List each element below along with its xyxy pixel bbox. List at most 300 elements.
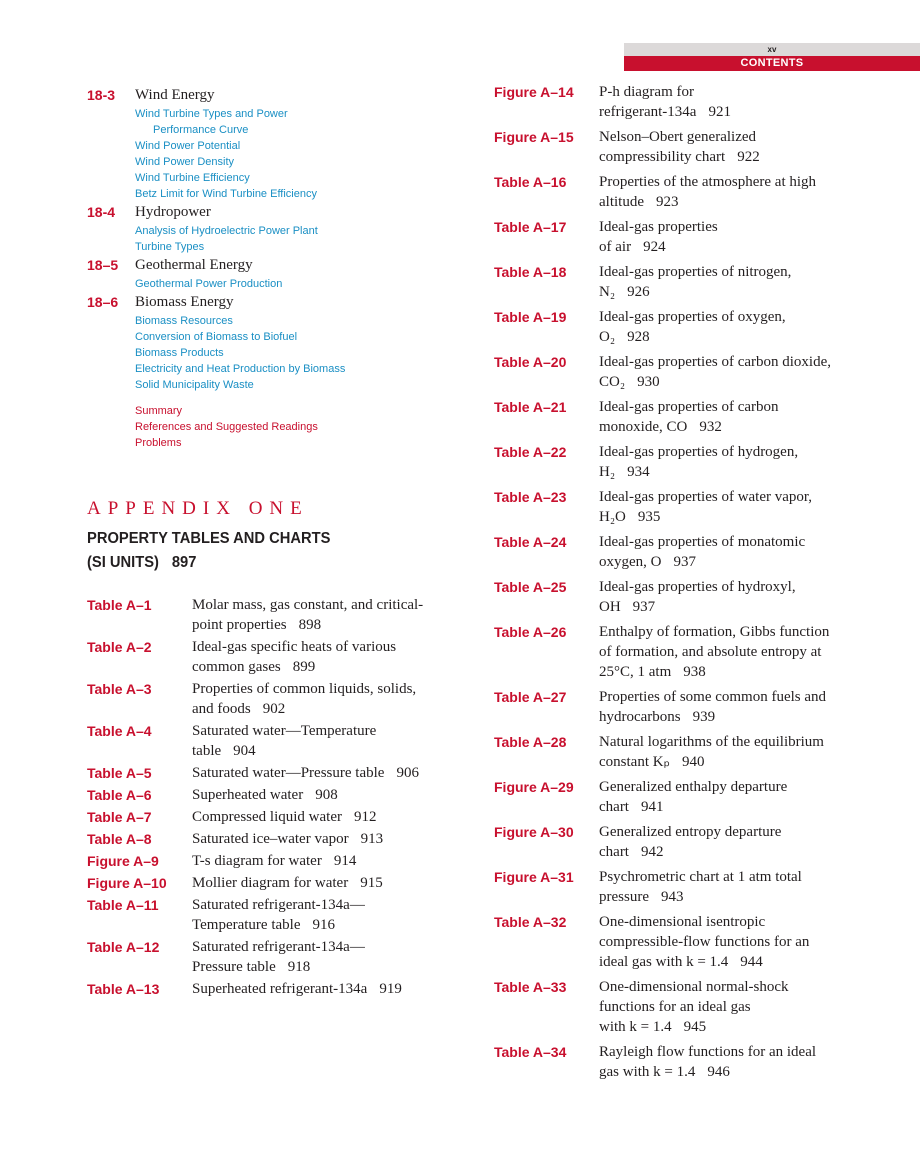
entry-line	[599, 887, 874, 907]
entry-text: oxygen, O	[599, 554, 662, 570]
toc-entry[interactable]	[494, 127, 874, 167]
toc-entry[interactable]	[494, 352, 874, 392]
toc-entry[interactable]	[494, 912, 874, 972]
entry-line	[192, 721, 467, 741]
subsection-link[interactable]: Wind Turbine Efficiency	[135, 172, 250, 184]
entry-line	[599, 237, 874, 257]
entry-text: Natural logarithms of the equilibrium	[599, 734, 824, 750]
toc-entry[interactable]	[87, 851, 467, 871]
entry-text: functions for an ideal gas	[599, 999, 751, 1015]
entry-label: Figure A–15	[494, 129, 574, 145]
entry-page: 946	[707, 1064, 730, 1080]
entry-line	[599, 752, 874, 772]
entry-description	[599, 622, 874, 682]
entry-label: Table A–1	[87, 597, 152, 613]
entry-text: H₂O	[599, 509, 626, 525]
entry-label: Table A–8	[87, 831, 152, 847]
entry-text: O₂	[599, 329, 616, 345]
entry-text: Generalized entropy departure	[599, 824, 782, 840]
subsection-link[interactable]: Electricity and Heat Production by Biomass	[135, 363, 346, 375]
entry-page: 939	[692, 709, 716, 725]
entry-page: 904	[233, 743, 256, 759]
toc-entry[interactable]	[494, 777, 874, 817]
entry-line	[599, 977, 874, 997]
appendix-title[interactable]	[87, 527, 363, 575]
entry-label: Table A–17	[494, 219, 567, 235]
entry-text: of air	[599, 239, 632, 255]
entry-label: Table A–24	[494, 534, 567, 550]
entry-label: Table A–11	[87, 897, 159, 913]
entry-text: Superheated water	[192, 787, 304, 803]
appendix-title-line2	[87, 551, 363, 575]
entry-line	[599, 487, 874, 507]
entry-line	[192, 895, 467, 915]
entry-label: Figure A–31	[494, 869, 574, 885]
entry-page: 945	[683, 1019, 707, 1035]
entry-label: Table A–20	[494, 354, 567, 370]
toc-entry[interactable]	[87, 679, 467, 719]
entry-text: pressure	[599, 889, 649, 905]
entry-line	[192, 615, 467, 635]
entry-line	[599, 1062, 874, 1082]
toc-section	[87, 292, 467, 393]
entry-line	[192, 873, 467, 893]
entry-page: 914	[333, 853, 357, 869]
subsection-link[interactable]: Wind Power Potential	[135, 140, 241, 152]
entry-line	[599, 997, 874, 1017]
toc-section	[87, 202, 467, 255]
entry-label: Table A–18	[494, 264, 567, 280]
entry-label: Table A–3	[87, 681, 152, 697]
entry-description	[599, 822, 874, 862]
entry-line	[192, 763, 467, 783]
entry-text: CO₂	[599, 374, 626, 390]
entry-text: compressible-flow functions for an	[599, 934, 810, 950]
entry-description	[599, 912, 874, 972]
entry-label: Table A–33	[494, 979, 567, 995]
entry-line	[599, 82, 874, 102]
entry-text: and foods	[192, 701, 251, 717]
entry-text: point properties	[192, 617, 287, 633]
entry-page: 898	[298, 617, 322, 633]
entry-text: One-dimensional normal-shock	[599, 979, 789, 995]
entry-page: 915	[360, 875, 383, 891]
entry-page: 932	[699, 419, 722, 435]
toc-entry[interactable]	[87, 895, 467, 935]
entry-page: 935	[637, 509, 661, 525]
entry-line	[599, 867, 874, 887]
entry-label: Figure A–14	[494, 84, 574, 100]
toc-entry[interactable]	[87, 829, 467, 849]
entry-line	[192, 637, 467, 657]
entry-line	[599, 192, 874, 212]
toc-entry[interactable]	[494, 262, 874, 302]
entry-description	[599, 732, 874, 772]
entry-line	[599, 952, 874, 972]
toc-section	[87, 85, 467, 202]
toc-section	[87, 255, 467, 292]
entry-page: 919	[379, 981, 402, 997]
entry-text: Ideal-gas properties of hydrogen,	[599, 444, 799, 460]
entry-text: 25°C, 1 atm	[599, 664, 672, 680]
entry-description	[192, 595, 467, 635]
section-title[interactable]: Biomass Energy	[135, 294, 234, 310]
entry-line	[599, 577, 874, 597]
toc-entry[interactable]	[494, 687, 874, 727]
end-item-problems[interactable]: Problems	[135, 437, 182, 449]
entry-description	[599, 777, 874, 817]
entry-line	[599, 127, 874, 147]
entry-line	[192, 785, 467, 805]
entry-page: 921	[708, 104, 731, 120]
subsection-link[interactable]: Betz Limit for Wind Turbine Efficiency	[135, 188, 317, 200]
appendix-title-line1: PROPERTY TABLES AND CHARTS	[87, 530, 331, 547]
entry-text: Saturated water—Pressure table	[192, 765, 385, 781]
entry-text: One-dimensional isentropic	[599, 914, 766, 930]
entry-description	[192, 829, 467, 849]
entry-label: Table A–2	[87, 639, 152, 655]
entry-text: Ideal-gas properties of oxygen,	[599, 309, 786, 325]
toc-entry[interactable]	[494, 442, 874, 482]
toc-entry[interactable]	[494, 397, 874, 437]
entry-line	[599, 217, 874, 237]
entry-line	[599, 172, 874, 192]
entry-line	[599, 147, 874, 167]
entry-line	[192, 657, 467, 677]
toc-entry[interactable]	[494, 1042, 874, 1082]
entry-text: Saturated ice–water vapor	[192, 831, 349, 847]
entry-description	[192, 851, 467, 871]
entry-line	[192, 851, 467, 871]
entry-text: Ideal-gas properties of nitrogen,	[599, 264, 792, 280]
entry-line	[599, 442, 874, 462]
entry-line	[599, 372, 874, 392]
entry-text: Saturated refrigerant-134a—	[192, 939, 365, 955]
entry-description	[192, 637, 467, 677]
appendix-list-left	[87, 595, 467, 999]
entry-line	[192, 807, 467, 827]
entry-text: Ideal-gas properties of carbon dioxide,	[599, 354, 831, 370]
entry-label: Figure A–10	[87, 875, 167, 891]
entry-label: Figure A–30	[494, 824, 574, 840]
entry-page: 912	[353, 809, 377, 825]
right-column	[494, 82, 874, 1087]
entry-line	[599, 1042, 874, 1062]
toc-entry[interactable]	[494, 307, 874, 347]
toc-entry[interactable]	[87, 721, 467, 761]
toc-entry[interactable]	[87, 595, 467, 635]
entry-label: Table A–28	[494, 734, 567, 750]
entry-label: Table A–21	[494, 399, 567, 415]
chapter-sections	[87, 85, 467, 393]
entry-description	[599, 82, 874, 122]
toc-entry[interactable]	[494, 172, 874, 212]
entry-text: Saturated refrigerant-134a—	[192, 897, 365, 913]
entry-description	[599, 172, 874, 212]
entry-text: chart	[599, 799, 629, 815]
entry-page: 923	[656, 194, 679, 210]
entry-text: Ideal-gas properties of water vapor,	[599, 489, 813, 505]
entry-page: 942	[640, 844, 664, 860]
subsection-list	[135, 313, 467, 393]
section-title[interactable]: Geothermal Energy	[135, 257, 253, 273]
entry-page: 943	[660, 889, 684, 905]
entry-line	[599, 262, 874, 282]
entry-line	[599, 932, 874, 952]
entry-line	[192, 595, 467, 615]
entry-label: Table A–13	[87, 981, 160, 997]
entry-page: 941	[640, 799, 664, 815]
toc-entry[interactable]	[494, 487, 874, 527]
entry-description	[599, 1042, 874, 1082]
entry-page: 934	[627, 464, 650, 480]
entry-text: compressibility chart	[599, 149, 726, 165]
entry-page: 899	[292, 659, 316, 675]
entry-page: 902	[262, 701, 286, 717]
left-column	[87, 85, 467, 1001]
entry-page: 913	[360, 831, 384, 847]
subsection-link[interactable]: Turbine Types	[135, 241, 205, 253]
subsection-link[interactable]: Geothermal Power Production	[135, 278, 283, 290]
entry-text: Superheated refrigerant-134a	[192, 981, 368, 997]
entry-label: Table A–4	[87, 723, 152, 739]
entry-text: Psychrometric chart at 1 atm total	[599, 869, 802, 885]
entry-text: refrigerant-134a	[599, 104, 697, 120]
entry-text: Properties of some common fuels and	[599, 689, 827, 705]
entry-line	[599, 687, 874, 707]
entry-description	[599, 127, 874, 167]
entry-line	[599, 532, 874, 552]
entry-line	[599, 822, 874, 842]
entry-text: ideal gas with k = 1.4	[599, 954, 729, 970]
toc-entry[interactable]	[494, 622, 874, 682]
entry-text: N₂	[599, 284, 616, 300]
section-title[interactable]: Wind Energy	[135, 87, 215, 103]
entry-description	[192, 807, 467, 827]
toc-entry[interactable]	[87, 763, 467, 783]
entry-page: 922	[737, 149, 760, 165]
entry-description	[599, 487, 874, 527]
subsection-list	[135, 106, 467, 202]
entry-text: Properties of common liquids, solids,	[192, 681, 417, 697]
entry-text: T-s diagram for water	[192, 853, 322, 869]
toc-entry[interactable]	[87, 979, 467, 999]
entry-label: Table A–23	[494, 489, 567, 505]
entry-label: Table A–32	[494, 914, 567, 930]
entry-description	[599, 977, 874, 1037]
toc-entry[interactable]	[494, 977, 874, 1037]
entry-page: 937	[632, 599, 656, 615]
entry-line	[599, 662, 874, 682]
entry-text: Nelson–Obert generalized	[599, 129, 757, 145]
entry-line	[192, 957, 467, 977]
appendix-page: 897	[171, 554, 197, 571]
entry-text: Temperature table	[192, 917, 301, 933]
subsection-link[interactable]: Solid Municipality Waste	[135, 379, 254, 391]
entry-line	[599, 282, 874, 302]
entry-text: Ideal-gas properties of hydroxyl,	[599, 579, 796, 595]
entry-line	[192, 979, 467, 999]
toc-entry[interactable]	[494, 732, 874, 772]
entry-text: chart	[599, 844, 629, 860]
entry-line	[192, 699, 467, 719]
section-number: 18-3	[87, 87, 116, 103]
subsection-link[interactable]: Analysis of Hydroelectric Power Plant	[135, 225, 318, 237]
entry-label: Table A–16	[494, 174, 567, 190]
entry-description	[599, 397, 874, 437]
entry-line	[599, 327, 874, 347]
entry-label: Table A–25	[494, 579, 567, 595]
toc-entry[interactable]	[87, 785, 467, 805]
toc-entry[interactable]	[494, 532, 874, 572]
entry-text: Ideal-gas properties	[599, 219, 718, 235]
entry-text: Ideal-gas specific heats of various	[192, 639, 397, 655]
entry-line	[599, 417, 874, 437]
subsection-link[interactable]: Wind Turbine Types and Power	[135, 108, 288, 120]
entry-page: 938	[683, 664, 706, 680]
appendix-heading: APPENDIX ONE	[87, 498, 309, 519]
entry-description	[599, 687, 874, 727]
entry-text: Enthalpy of formation, Gibbs function	[599, 624, 830, 640]
entry-text: hydrocarbons	[599, 709, 681, 725]
toc-entry[interactable]	[87, 873, 467, 893]
entry-description	[599, 217, 874, 257]
entry-description	[192, 873, 467, 893]
entry-text: gas with k = 1.4	[599, 1064, 696, 1080]
toc-entry[interactable]	[87, 637, 467, 677]
toc-entry[interactable]	[494, 822, 874, 862]
end-item-references[interactable]: References and Suggested Readings	[135, 421, 318, 433]
toc-entry[interactable]	[494, 867, 874, 907]
entry-line	[599, 352, 874, 372]
toc-entry[interactable]	[87, 807, 467, 827]
appendix-list-right	[494, 82, 874, 1082]
entry-description	[599, 577, 874, 617]
entry-text: Ideal-gas properties of monatomic	[599, 534, 806, 550]
entry-text: Properties of the atmosphere at high	[599, 174, 817, 190]
entry-label: Table A–19	[494, 309, 567, 325]
entry-line	[599, 462, 874, 482]
entry-label: Table A–26	[494, 624, 567, 640]
entry-description	[192, 679, 467, 719]
entry-line	[599, 1017, 874, 1037]
appendix-title-text: (SI UNITS)	[87, 554, 159, 571]
entry-description	[192, 895, 467, 935]
subsection-link[interactable]: Conversion of Biomass to Biofuel	[135, 331, 298, 343]
entry-page: 937	[673, 554, 696, 570]
entry-description	[599, 352, 874, 392]
entry-page: 924	[643, 239, 666, 255]
entry-text: P-h diagram for	[599, 84, 694, 100]
entry-line	[599, 842, 874, 862]
entry-page: 918	[287, 959, 311, 975]
entry-text: Compressed liquid water	[192, 809, 342, 825]
entry-label: Table A–6	[87, 787, 152, 803]
section-number: 18-4	[87, 204, 116, 220]
entry-text: altitude	[599, 194, 644, 210]
entry-line	[599, 622, 874, 642]
subsection-link[interactable]: Wind Power Density	[135, 156, 235, 168]
entry-page: 928	[627, 329, 650, 345]
entry-text: Generalized enthalpy departure	[599, 779, 788, 795]
end-item-summary[interactable]: Summary	[135, 405, 183, 417]
entry-text: common gases	[192, 659, 281, 675]
entry-description	[192, 979, 467, 999]
entry-label: Table A–22	[494, 444, 567, 460]
entry-line	[599, 732, 874, 752]
entry-page: 926	[627, 284, 650, 300]
entry-text: Ideal-gas properties of carbon	[599, 399, 779, 415]
entry-line	[599, 642, 874, 662]
entry-line	[192, 741, 467, 761]
entry-line	[192, 829, 467, 849]
entry-line	[599, 397, 874, 417]
toc-entry[interactable]	[494, 577, 874, 617]
toc-entry[interactable]	[494, 82, 874, 122]
entry-line	[599, 797, 874, 817]
subsection-list	[135, 223, 467, 255]
entry-label: Figure A–29	[494, 779, 574, 795]
entry-description	[192, 937, 467, 977]
entry-label: Table A–27	[494, 689, 567, 705]
entry-description	[192, 763, 467, 783]
entry-label: Table A–12	[87, 939, 160, 955]
entry-line	[192, 915, 467, 935]
entry-line	[599, 707, 874, 727]
entry-description	[599, 867, 874, 907]
subsection-link[interactable]: Biomass Products	[135, 347, 224, 359]
entry-text: of formation, and absolute entropy at	[599, 644, 822, 660]
entry-text: monoxide, CO	[599, 419, 688, 435]
entry-line	[192, 679, 467, 699]
entry-text: with k = 1.4	[599, 1019, 672, 1035]
page-number: xv	[624, 43, 920, 56]
entry-line	[599, 777, 874, 797]
entry-line	[599, 912, 874, 932]
entry-text: H₂	[599, 464, 616, 480]
running-head: CONTENTS	[624, 56, 920, 71]
entry-text: OH	[599, 599, 621, 615]
entry-text: Rayleigh flow functions for an ideal	[599, 1044, 817, 1060]
entry-page: 944	[740, 954, 763, 970]
entry-text: Mollier diagram for water	[192, 875, 349, 891]
entry-description	[192, 721, 467, 761]
entry-line	[599, 307, 874, 327]
entry-text: table	[192, 743, 222, 759]
toc-entry[interactable]	[87, 937, 467, 977]
section-number: 18–5	[87, 257, 119, 273]
subsection-link[interactable]: Biomass Resources	[135, 315, 233, 327]
subsection-link[interactable]: Performance Curve	[153, 124, 249, 136]
toc-entry[interactable]	[494, 217, 874, 257]
subsection-list	[135, 276, 467, 292]
entry-line	[599, 507, 874, 527]
entry-page: 906	[396, 765, 419, 781]
entry-description	[599, 532, 874, 572]
entry-label: Table A–7	[87, 809, 152, 825]
entry-line	[192, 937, 467, 957]
entry-description	[599, 442, 874, 482]
entry-page: 916	[312, 917, 335, 933]
entry-page: 930	[637, 374, 660, 390]
entry-text: Pressure table	[192, 959, 276, 975]
entry-label: Table A–34	[494, 1044, 567, 1060]
end-matter-list	[135, 403, 467, 451]
entry-label: Table A–5	[87, 765, 152, 781]
entry-line	[599, 597, 874, 617]
section-title[interactable]: Hydropower	[135, 204, 211, 220]
entry-description	[192, 785, 467, 805]
